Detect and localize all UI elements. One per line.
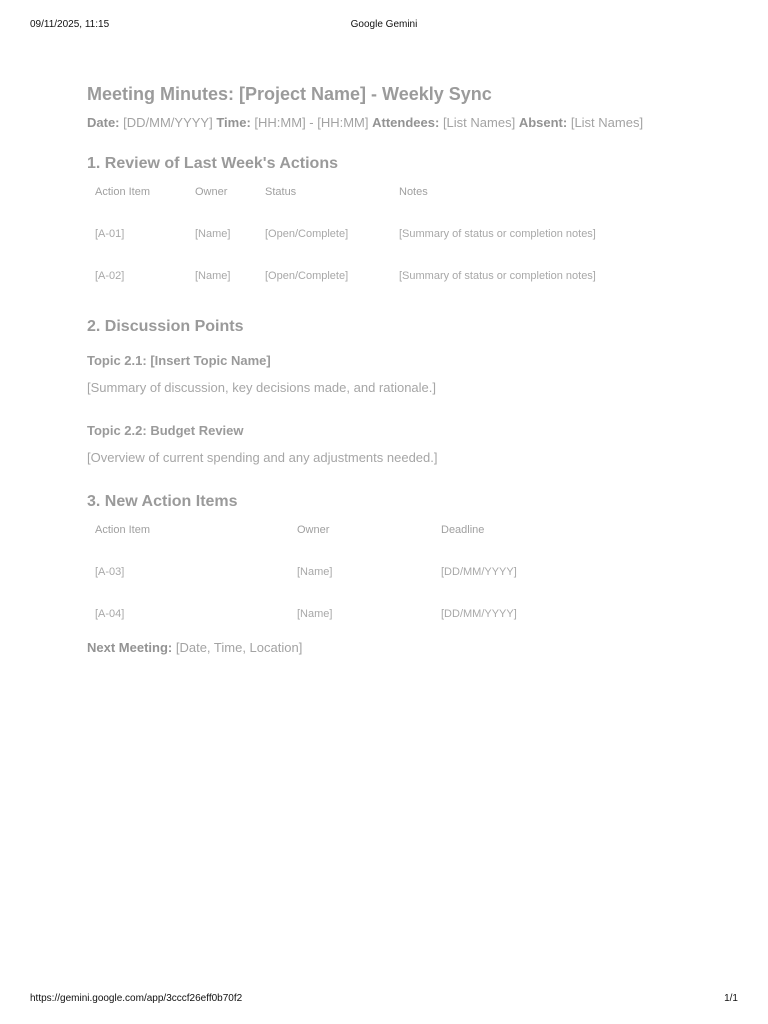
print-url: https://gemini.google.com/app/3cccf26eff0b70f2 <box>30 993 243 1004</box>
print-header <box>0 19 768 33</box>
table-row <box>87 227 707 269</box>
next-meeting <box>87 639 707 657</box>
section-discussion-heading: 2. Discussion Points <box>87 318 244 335</box>
review-actions-table <box>87 185 707 311</box>
table-cell: [Name] <box>195 270 231 282</box>
absent-label: Absent: <box>518 115 568 130</box>
meeting-meta <box>87 114 707 132</box>
time-label: Time: <box>216 115 251 130</box>
table-cell: [Summary of status or completion notes] <box>399 228 596 240</box>
table-row <box>87 565 707 607</box>
topic-summary: [Overview of current spending and any adjustments needed.] <box>87 450 438 465</box>
table-cell: [Open/Complete] <box>265 228 349 240</box>
print-page-number: 1/1 <box>724 993 738 1004</box>
table-cell: [A-01] <box>95 228 125 240</box>
table-cell: [DD/MM/YYYY] <box>441 566 517 578</box>
table-cell: [Name] <box>195 228 231 240</box>
section-review-heading: 1. Review of Last Week's Actions <box>87 155 338 172</box>
absent-value: [List Names] <box>570 115 644 130</box>
column-header: Owner <box>297 524 330 536</box>
table-header-row <box>87 185 707 227</box>
document-body <box>87 80 707 657</box>
table-cell: [A-02] <box>95 270 125 282</box>
column-header: Status <box>265 186 297 198</box>
table-cell: [Name] <box>297 608 333 620</box>
date-value: [DD/MM/YYYY] <box>123 115 213 130</box>
table-cell: [DD/MM/YYYY] <box>441 608 517 620</box>
column-header: Action Item <box>95 186 151 198</box>
table-cell: [Summary of status or completion notes] <box>399 270 596 282</box>
topic-block <box>87 352 707 397</box>
table-cell: [Open/Complete] <box>265 270 349 282</box>
next-meeting-value: [Date, Time, Location] <box>175 640 303 655</box>
topic-block <box>87 422 707 467</box>
attendees-value: [List Names] <box>442 115 516 130</box>
new-actions-table <box>87 523 707 639</box>
print-footer <box>0 993 768 1007</box>
column-header: Notes <box>399 186 428 198</box>
table-cell: [A-03] <box>95 566 125 578</box>
table-header-row <box>87 523 707 565</box>
document-title: Meeting Minutes: [Project Name] - Weekly Sync <box>87 84 492 104</box>
table-row <box>87 269 707 311</box>
print-page-title: Google Gemini <box>350 19 418 30</box>
table-cell: [A-04] <box>95 608 125 620</box>
section-new-actions-heading: 3. New Action Items <box>87 493 238 510</box>
topic-title: Topic 2.1: [Insert Topic Name] <box>87 353 271 368</box>
table-cell: [Name] <box>297 566 333 578</box>
topic-title: Topic 2.2: Budget Review <box>87 423 244 438</box>
time-value: [HH:MM] - [HH:MM] <box>254 115 369 130</box>
column-header: Deadline <box>441 524 485 536</box>
next-meeting-label: Next Meeting: <box>87 640 173 655</box>
attendees-label: Attendees: <box>372 115 440 130</box>
column-header: Owner <box>195 186 228 198</box>
date-label: Date: <box>87 115 120 130</box>
print-datetime: 09/11/2025, 11:15 <box>30 19 110 30</box>
column-header: Action Item <box>95 524 151 536</box>
table-row <box>87 607 707 639</box>
topic-summary: [Summary of discussion, key decisions made, and rationale.] <box>87 380 437 395</box>
